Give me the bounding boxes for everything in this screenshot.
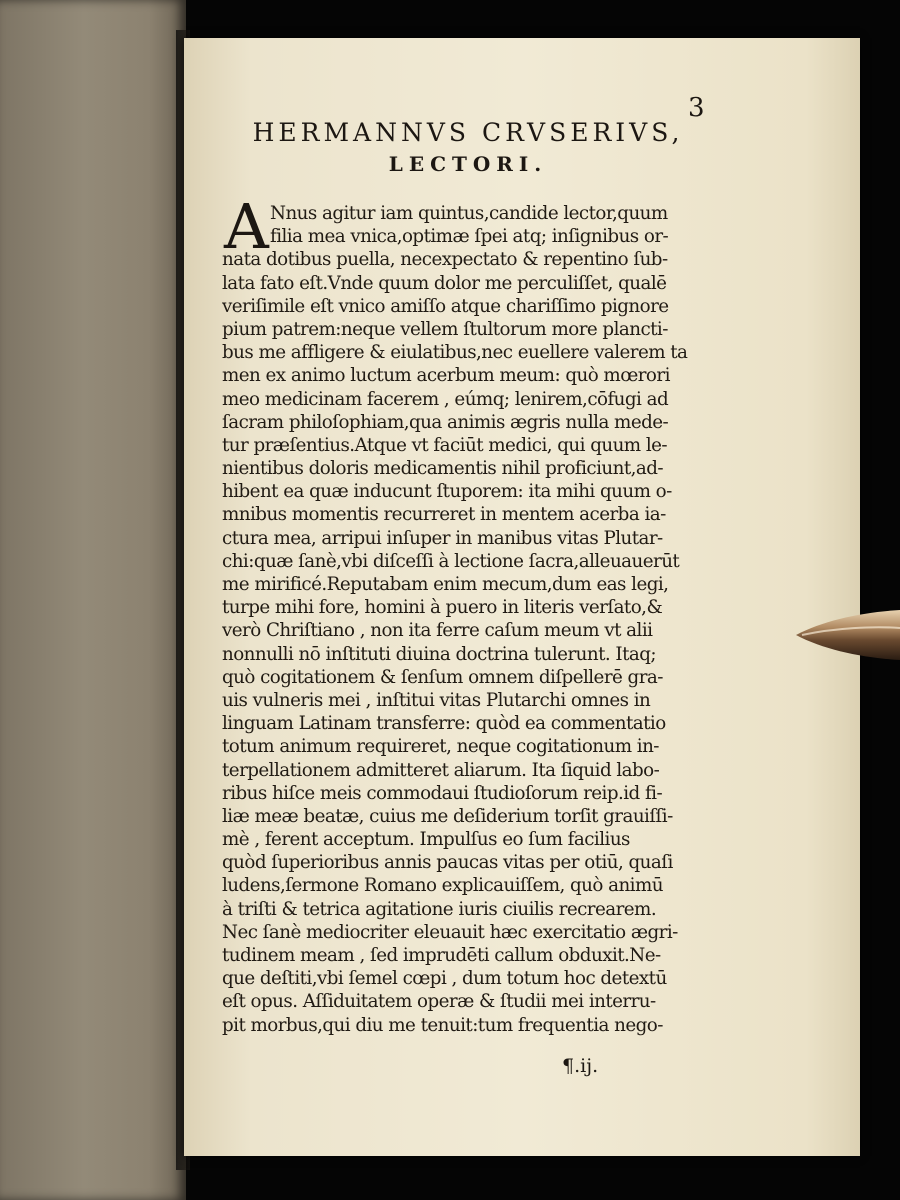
signature-mark: ¶.ij.	[562, 1055, 599, 1077]
text-line: chi:quæ ſanè,vbi diſceſſi à lectione ſacra,alleuauerūt	[222, 550, 680, 572]
text-line: à triſti & tetrica agitatione iuris ciuilis recrearem.	[222, 898, 657, 920]
text-line: lata fato eſt.Vnde quum dolor me perculiſſet, qualē	[222, 272, 667, 294]
drop-cap: A	[224, 190, 269, 263]
page-subheading: LECTORI.	[388, 152, 548, 176]
page-heading: HERMANNVS CRVSERIVS,	[252, 118, 684, 147]
text-line: ludens,ſermone Romano explicauiſſem, quò animū	[222, 875, 663, 897]
text-line: turpe mihi fore, homini à puero in literis verſato,&	[222, 597, 663, 619]
body-text	[222, 202, 702, 1037]
text-line: Nec ſanè mediocriter eleuauit hæc exercitatio ægri-	[222, 921, 678, 943]
text-line: veriſimile eſt vnico amiſſo atque chariſſimo pignore	[222, 295, 669, 317]
page-number: 3	[688, 93, 705, 123]
metal-pointer-icon	[794, 606, 900, 664]
text-line: pit morbus,qui diu me tenuit:tum frequentia nego-	[222, 1014, 663, 1036]
text-line: hibent ea quæ inducunt ſtuporem: ita mihi quum o-	[222, 481, 672, 503]
text-line: ſacram philoſophiam,qua animis ægris nulla mede-	[222, 411, 669, 433]
text-line: pium patrem:neque vellem ſtultorum more plancti-	[222, 318, 668, 340]
text-line: mè , ferent acceptum. Impulſus eo ſum facilius	[222, 829, 630, 851]
left-page-edge	[0, 0, 186, 1200]
text-line: bus me affligere & eiulatibus,nec euellere valerem ta	[222, 342, 688, 364]
text-line: terpellationem admitteret aliarum. Ita ſiquid labo-	[222, 759, 660, 781]
text-line: nientibus doloris medicamentis nihil proficiunt,ad-	[222, 458, 664, 480]
text-line: nata dotibus puella, necexpectato & repentino ſub-	[222, 249, 668, 271]
text-line: nonnulli nō inſtituti diuina doctrina tulerunt. Itaq;	[222, 643, 656, 665]
text-line: liæ meæ beatæ, cuius me deſiderium torſit grauiſſi-	[222, 805, 673, 827]
text-line: men ex animo luctum acerbum meum: quò mœrori	[222, 365, 670, 387]
text-line: eſt opus. Aſſiduitatem operæ & ſtudii mei interru-	[222, 991, 656, 1013]
text-line: tudinem meam , ſed imprudēti callum obduxit.Ne-	[222, 945, 661, 966]
text-line: tur præſentius.Atque vt faciūt medici, qui quum le-	[222, 434, 668, 456]
text-line: me mirificé.Reputabam enim mecum,dum eas legi,	[222, 574, 669, 595]
text-line: linguam Latinam transferre: quòd ea commentatio	[222, 713, 666, 735]
text-line: filia mea vnica,optimæ ſpei atq; inſignibus or-	[270, 226, 669, 248]
text-line: quòd ſuperioribus annis paucas vitas per otiū, quaſi	[222, 852, 673, 874]
text-line: verò Chriſtiano , non ita ferre caſum meum vt alii	[222, 620, 653, 642]
text-line: uis vulneris mei , inſtitui vitas Plutarchi omnes in	[222, 689, 651, 711]
text-line: mnibus momentis recurreret in mentem acerba ia-	[222, 504, 666, 526]
text-line: ctura mea, arripui inſuper in manibus vitas Plutar-	[222, 527, 663, 549]
text-line: que deſtiti,vbi ſemel cœpi , dum totum hoc detextū	[222, 968, 667, 990]
text-line: meo medicinam facerem , eúmq; lenirem,cōfugi ad	[222, 388, 669, 410]
text-line: ribus hiſce meis commodaui ſtudioſorum reip.id fi-	[222, 782, 663, 804]
text-line: quò cogitationem & ſenſum omnem diſpellerē gra-	[222, 666, 663, 688]
text-line: totum animum requireret, neque cogitationum in-	[222, 736, 659, 758]
text-line: Nnus agitur iam quintus,candide lector,quum	[270, 203, 668, 224]
